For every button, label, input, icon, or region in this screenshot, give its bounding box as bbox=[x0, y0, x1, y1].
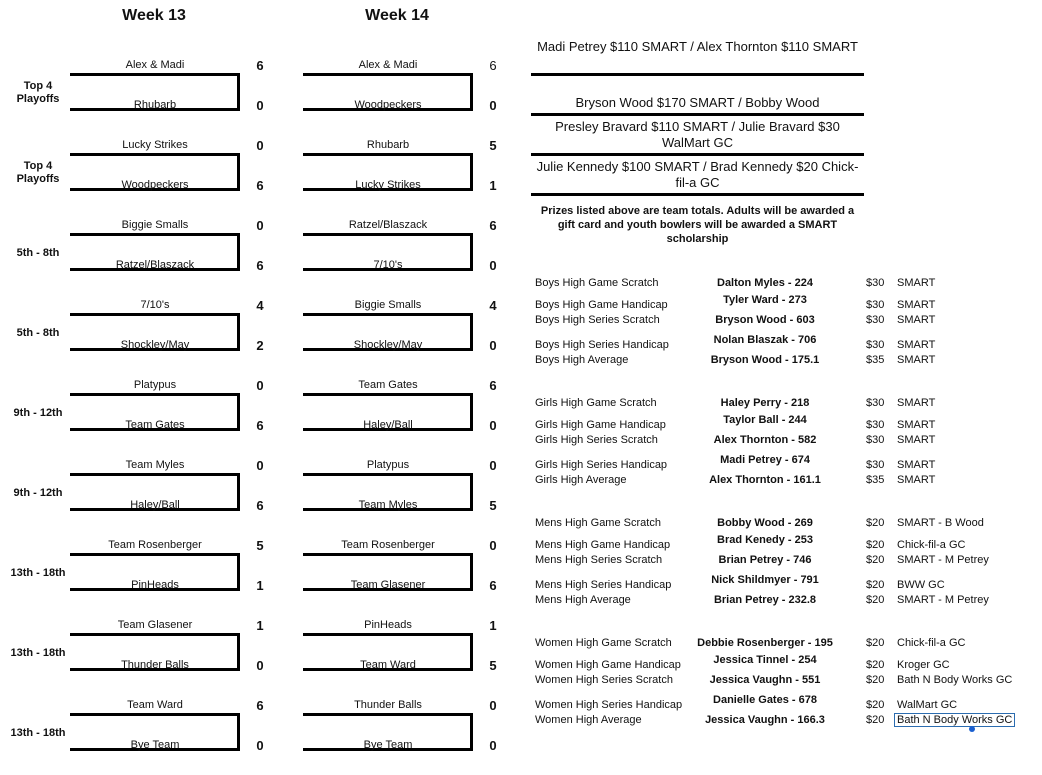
award-amount: $20 bbox=[866, 637, 885, 649]
score-top: 0 bbox=[489, 698, 497, 713]
team-name-bottom: Team Gates bbox=[125, 419, 185, 431]
week-14-title: Week 14 bbox=[365, 7, 429, 24]
award-row bbox=[535, 414, 1035, 433]
award-amount: $20 bbox=[866, 517, 885, 529]
award-winner: Haley Perry - 218 bbox=[720, 397, 810, 409]
award-category: Women High Game Handicap bbox=[535, 659, 681, 671]
award-amount: $30 bbox=[866, 397, 885, 409]
score-bottom: 5 bbox=[489, 498, 497, 513]
award-category: Women High Series Scratch bbox=[535, 674, 673, 686]
team-name-bottom: Shockley/May bbox=[353, 339, 423, 351]
award-row bbox=[535, 474, 1035, 490]
score-top: 0 bbox=[256, 218, 264, 233]
award-winner: Debbie Rosenberger - 195 bbox=[697, 637, 833, 649]
award-prize: Kroger GC bbox=[897, 659, 950, 671]
award-amount: $30 bbox=[866, 434, 885, 446]
team-name-bottom: Haley/Ball bbox=[130, 499, 180, 511]
score-top: 4 bbox=[489, 298, 497, 313]
award-amount: $30 bbox=[866, 339, 885, 351]
matchup-group bbox=[0, 135, 520, 215]
team-name-top: Team Gates bbox=[358, 379, 418, 391]
round-label: 9th - 12th bbox=[13, 407, 63, 419]
award-amount: $35 bbox=[866, 474, 885, 486]
score-bottom: 0 bbox=[489, 258, 497, 273]
award-prize: SMART bbox=[897, 419, 936, 431]
award-prize: SMART - B Wood bbox=[897, 517, 984, 529]
team-name-top: Biggie Smalls bbox=[354, 299, 422, 311]
team-name-bottom: PinHeads bbox=[131, 579, 179, 591]
award-category: Girls High Average bbox=[535, 474, 627, 486]
award-prize: WalMart GC bbox=[897, 699, 958, 711]
selection-fill-handle[interactable] bbox=[969, 726, 975, 732]
score-top: 6 bbox=[256, 698, 264, 713]
round-label: 5th - 8th bbox=[16, 247, 60, 259]
score-top: 6 bbox=[489, 378, 497, 393]
team-name-top: Alex & Madi bbox=[358, 59, 418, 71]
award-winner: Jessica Vaughn - 166.3 bbox=[705, 714, 825, 726]
score-top: 6 bbox=[256, 58, 264, 73]
score-bottom: 5 bbox=[489, 658, 497, 673]
matchup-group bbox=[0, 295, 520, 375]
award-prize: Chick-fil-a GC bbox=[897, 539, 966, 551]
team-name-top: Team Ward bbox=[127, 699, 183, 711]
matchup-group bbox=[0, 615, 520, 695]
team-name-top: 7/10's bbox=[140, 299, 170, 311]
team-name-top: Team Glasener bbox=[117, 619, 193, 631]
score-bottom: 6 bbox=[256, 258, 264, 273]
score-top: 6 bbox=[489, 218, 497, 233]
award-winner: Bryson Wood - 603 bbox=[715, 314, 815, 326]
team-name-bottom: Woodpeckers bbox=[121, 179, 189, 191]
award-category: Boys High Game Handicap bbox=[535, 299, 668, 311]
round-label: 9th - 12th bbox=[13, 487, 63, 499]
award-winner: Danielle Gates - 678 bbox=[713, 694, 817, 706]
round-label: Top 4 Playoffs bbox=[16, 80, 60, 105]
award-category: Women High Series Handicap bbox=[535, 699, 683, 711]
award-amount: $30 bbox=[866, 277, 885, 289]
award-prize: SMART bbox=[897, 299, 936, 311]
round-label: 5th - 8th bbox=[16, 327, 60, 339]
award-winner: Bryson Wood - 175.1 bbox=[710, 354, 820, 366]
week-13-title: Week 13 bbox=[122, 7, 186, 24]
score-top: 1 bbox=[489, 618, 497, 633]
award-winner: Jessica Tinnel - 254 bbox=[713, 654, 817, 666]
award-row bbox=[535, 294, 1035, 313]
team-name-bottom: Team Ward bbox=[360, 659, 416, 671]
team-name-bottom: Woodpeckers bbox=[354, 99, 422, 111]
award-amount: $30 bbox=[866, 419, 885, 431]
award-prize: Chick-fil-a GC bbox=[897, 637, 966, 649]
score-bottom: 6 bbox=[256, 418, 264, 433]
award-prize: SMART - M Petrey bbox=[897, 594, 989, 606]
round-label: 13th - 18th bbox=[10, 647, 66, 659]
award-category: Women High Game Scratch bbox=[535, 637, 672, 649]
prize-note: Prizes listed above are team totals. Adults will be awarded a gift card and youth bowlers will be awarded a SMART scholarship bbox=[540, 205, 855, 245]
award-winner: Brad Kenedy - 253 bbox=[717, 534, 813, 546]
award-row bbox=[535, 674, 1035, 690]
award-row bbox=[535, 694, 1035, 713]
team-name-bottom: Shockley/May bbox=[120, 339, 190, 351]
award-category: Girls High Game Scratch bbox=[535, 397, 657, 409]
award-amount: $20 bbox=[866, 699, 885, 711]
award-winner: Bobby Wood - 269 bbox=[717, 517, 813, 529]
award-amount: $20 bbox=[866, 659, 885, 671]
team-name-top: Ratzel/Blaszack bbox=[348, 219, 428, 231]
award-winner: Brian Petrey - 232.8 bbox=[713, 594, 817, 606]
score-bottom: 6 bbox=[256, 178, 264, 193]
award-prize: SMART bbox=[897, 314, 936, 326]
score-bottom: 0 bbox=[256, 658, 264, 673]
award-amount: $20 bbox=[866, 714, 885, 726]
team-name-bottom: Team Myles bbox=[358, 499, 418, 511]
award-prize: SMART bbox=[897, 459, 936, 471]
score-bottom: 1 bbox=[256, 578, 264, 593]
award-prize: BWW GC bbox=[897, 579, 945, 591]
award-row bbox=[535, 554, 1035, 570]
award-winner: Alex Thornton - 161.1 bbox=[709, 474, 821, 486]
team-name-top: Team Rosenberger bbox=[341, 539, 435, 551]
award-row bbox=[535, 574, 1035, 593]
team-name-top: Team Myles bbox=[125, 459, 185, 471]
award-row bbox=[535, 454, 1035, 473]
score-bottom: 2 bbox=[256, 338, 264, 353]
award-amount: $30 bbox=[866, 459, 885, 471]
award-category: Girls High Game Handicap bbox=[535, 419, 666, 431]
award-amount: $35 bbox=[866, 354, 885, 366]
score-bottom: 0 bbox=[489, 338, 497, 353]
award-category: Mens High Series Handicap bbox=[535, 579, 672, 591]
score-bottom: 0 bbox=[256, 738, 264, 753]
award-row bbox=[535, 314, 1035, 330]
score-top: 0 bbox=[256, 458, 264, 473]
award-amount: $20 bbox=[866, 579, 885, 591]
score-top: 0 bbox=[256, 378, 264, 393]
team-name-bottom: Haley/Ball bbox=[363, 419, 413, 431]
score-bottom: 0 bbox=[489, 738, 497, 753]
award-winner: Madi Petrey - 674 bbox=[720, 454, 810, 466]
award-category: Girls High Series Scratch bbox=[535, 434, 658, 446]
team-name-top: PinHeads bbox=[364, 619, 412, 631]
award-category: Boys High Series Handicap bbox=[535, 339, 669, 351]
prize-block: Julie Kennedy $100 SMART / Brad Kennedy $20 Chick-fil-a GC bbox=[531, 159, 864, 196]
score-bottom: 6 bbox=[256, 498, 264, 513]
team-name-bottom: Ratzel/Blaszack bbox=[115, 259, 195, 271]
round-label: 13th - 18th bbox=[10, 727, 66, 739]
award-row bbox=[535, 334, 1035, 353]
award-category: Women High Average bbox=[535, 714, 642, 726]
award-row bbox=[535, 534, 1035, 553]
team-name-top: Platypus bbox=[133, 379, 177, 391]
award-winner: Brian Petrey - 746 bbox=[718, 554, 812, 566]
award-prize: SMART bbox=[897, 474, 936, 486]
score-top: 1 bbox=[256, 618, 264, 633]
award-row bbox=[535, 714, 1035, 730]
score-bottom: 0 bbox=[489, 418, 497, 433]
award-prize: SMART bbox=[897, 397, 936, 409]
team-name-bottom: Thunder Balls bbox=[121, 659, 189, 671]
award-winner: Tyler Ward - 273 bbox=[723, 294, 807, 306]
score-top: 0 bbox=[489, 458, 497, 473]
score-bottom: 0 bbox=[489, 98, 497, 113]
award-row bbox=[535, 354, 1035, 370]
score-top: 5 bbox=[489, 138, 497, 153]
matchup-group bbox=[0, 455, 520, 535]
award-prize: SMART bbox=[897, 339, 936, 351]
team-name-bottom: Bye Team bbox=[363, 739, 413, 751]
matchup-group bbox=[0, 375, 520, 455]
award-category: Boys High Average bbox=[535, 354, 629, 366]
award-winner: Jessica Vaughn - 551 bbox=[709, 674, 821, 686]
award-row bbox=[535, 594, 1035, 610]
award-category: Girls High Series Handicap bbox=[535, 459, 668, 471]
score-top: 0 bbox=[256, 138, 264, 153]
award-row bbox=[535, 517, 1035, 533]
award-prize: SMART - M Petrey bbox=[897, 554, 989, 566]
award-amount: $20 bbox=[866, 539, 885, 551]
award-row bbox=[535, 397, 1035, 413]
round-label: 13th - 18th bbox=[10, 567, 66, 579]
award-winner: Nick Shildmyer - 791 bbox=[711, 574, 819, 586]
award-amount: $20 bbox=[866, 674, 885, 686]
award-amount: $20 bbox=[866, 554, 885, 566]
award-winner: Alex Thornton - 582 bbox=[713, 434, 817, 446]
team-name-top: Lucky Strikes bbox=[122, 139, 188, 151]
award-category: Boys High Game Scratch bbox=[535, 277, 659, 289]
award-category: Mens High Game Scratch bbox=[535, 517, 661, 529]
award-category: Mens High Average bbox=[535, 594, 631, 606]
team-name-top: Biggie Smalls bbox=[121, 219, 189, 231]
team-name-top: Rhubarb bbox=[366, 139, 410, 151]
matchup-group bbox=[0, 215, 520, 295]
prize-block: Bryson Wood $170 SMART / Bobby Wood bbox=[531, 95, 864, 116]
award-prize: SMART bbox=[897, 354, 936, 366]
award-category: Boys High Series Scratch bbox=[535, 314, 660, 326]
team-name-bottom: 7/10's bbox=[373, 259, 403, 271]
team-name-top: Platypus bbox=[366, 459, 410, 471]
award-row bbox=[535, 434, 1035, 450]
score-top: 0 bbox=[489, 538, 497, 553]
award-winner: Nolan Blaszak - 706 bbox=[713, 334, 817, 346]
round-label: Top 4 Playoffs bbox=[16, 160, 60, 185]
team-name-top: Team Rosenberger bbox=[108, 539, 202, 551]
matchup-group bbox=[0, 55, 520, 135]
prize-block: Madi Petrey $110 SMART / Alex Thornton $110 SMART bbox=[531, 39, 864, 76]
award-row bbox=[535, 637, 1035, 653]
matchup-group bbox=[0, 535, 520, 615]
score-top: 4 bbox=[256, 298, 264, 313]
score-bottom: 6 bbox=[489, 578, 497, 593]
team-name-top: Thunder Balls bbox=[354, 699, 422, 711]
score-top: 5 bbox=[256, 538, 264, 553]
award-row bbox=[535, 277, 1035, 293]
award-prize: SMART bbox=[897, 277, 936, 289]
team-name-bottom: Rhubarb bbox=[133, 99, 177, 111]
award-row bbox=[535, 654, 1035, 673]
award-amount: $30 bbox=[866, 314, 885, 326]
award-amount: $30 bbox=[866, 299, 885, 311]
award-prize: SMART bbox=[897, 434, 936, 446]
score-bottom: 0 bbox=[256, 98, 264, 113]
team-name-bottom: Lucky Strikes bbox=[355, 179, 421, 191]
team-name-top: Alex & Madi bbox=[125, 59, 185, 71]
award-amount: $20 bbox=[866, 594, 885, 606]
prize-block: Presley Bravard $110 SMART / Julie Bravard $30 WalMart GC bbox=[531, 119, 864, 156]
award-category: Mens High Game Handicap bbox=[535, 539, 671, 551]
award-winner: Taylor Ball - 244 bbox=[723, 414, 807, 426]
score-bottom: 1 bbox=[489, 178, 497, 193]
award-prize: Bath N Body Works GC bbox=[897, 674, 1013, 686]
selected-cell[interactable]: Bath N Body Works GC bbox=[897, 714, 1013, 726]
award-winner: Dalton Myles - 224 bbox=[717, 277, 813, 289]
matchup-group bbox=[0, 695, 520, 775]
team-name-bottom: Bye Team bbox=[130, 739, 180, 751]
award-category: Mens High Series Scratch bbox=[535, 554, 663, 566]
score-top: 6 bbox=[489, 58, 497, 73]
team-name-bottom: Team Glasener bbox=[350, 579, 426, 591]
